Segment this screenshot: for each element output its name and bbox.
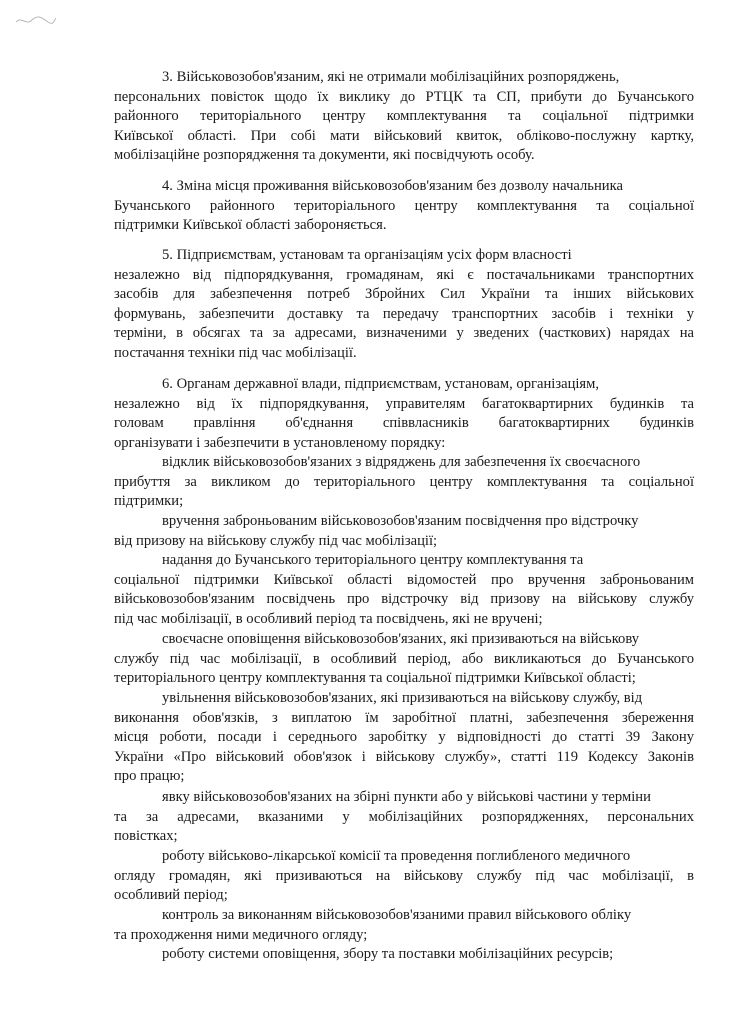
list-item-line: контроль за виконанням військовозобов'язаними правил військового обліку bbox=[162, 907, 632, 923]
list-item-9 bbox=[114, 945, 694, 965]
paragraph-5-line-2: незалежно від підпорядкування, громадянам, які є постачальниками транспортних bbox=[114, 266, 694, 283]
list-item-8 bbox=[114, 906, 694, 945]
paragraph-5-line-1: 5. Підприємствам, установам та організаціям усіх форм власності bbox=[162, 247, 572, 263]
list-item-4 bbox=[114, 630, 694, 689]
paragraph-5 bbox=[114, 246, 694, 364]
paragraph-3-line-2: персональних повісток щодо їх виклику до РТЦК та СП, прибути до Бучанського bbox=[114, 88, 694, 105]
list-item-line: роботу системи оповіщення, збору та поставки мобілізаційних ресурсів; bbox=[162, 946, 614, 962]
list-item-line: вручення заброньованим військовозобов'язаним посвідчення про відстрочку bbox=[162, 513, 639, 529]
list-item-1 bbox=[114, 453, 694, 512]
list-item-line: прибуття за викликом до територіального центру комплектування та соціальної bbox=[114, 473, 694, 490]
list-item-line: та за адресами, вказаними у мобілізаційних розпорядженнях, персональних bbox=[114, 808, 694, 825]
paragraph-5-line-3: засобів для забезпечення потреб Збройних Сил України та інших військових bbox=[114, 286, 694, 303]
paragraph-6 bbox=[114, 375, 694, 453]
list-item-line: повістках; bbox=[114, 828, 178, 845]
paragraph-4-line-3: підтримки Київської області забороняється. bbox=[114, 217, 387, 234]
list-item-line: відклик військовозобов'язаних з відряджень для забезпечення їх своєчасного bbox=[162, 454, 641, 470]
list-item-line: виконання обов'язків, з виплатою їм заробітної платні, забезпечення збереження bbox=[114, 709, 694, 726]
paragraph-6-line-1: 6. Органам державної влади, підприємствам, установам, організаціям, bbox=[162, 376, 600, 392]
paragraph-6-line-3: головам правління об'єднання співвласників багатоквартирних будинків bbox=[114, 415, 694, 432]
paragraph-6-line-2: незалежно від їх підпорядкування, управителям багатоквартирних будинків та bbox=[114, 395, 694, 412]
list-item-line: про працю; bbox=[114, 768, 185, 785]
list-item-line: огляду громадян, які призиваються на військову службу під час мобілізації, в bbox=[114, 867, 694, 884]
list-item-line: надання до Бучанського територіального центру комплектування та bbox=[162, 552, 584, 568]
paragraph-4-line-2: Бучанського районного територіального центру комплектування та соціальної bbox=[114, 197, 694, 214]
list-item-line: соціальної підтримки Київської області відомостей про вручення заброньованим bbox=[114, 571, 694, 588]
list-item-line: своєчасне оповіщення військовозобов'язаних, які призиваються на військову bbox=[162, 631, 640, 647]
list-item-3 bbox=[114, 551, 694, 629]
list-item-6 bbox=[114, 788, 694, 847]
list-item-line: службу під час мобілізації, в особливий період, або викликаються до Бучанського bbox=[114, 650, 694, 667]
paragraph-4-line-1: 4. Зміна місця проживання військовозобов'язаним без дозволу начальника bbox=[162, 178, 623, 194]
list-item-line: України «Про військовий обов'язок і військову службу», статті 119 Кодексу Законів bbox=[114, 748, 694, 765]
paragraph-5-line-5: терміни, в обсягах та за адресами, визначеними у зведених (часткових) нарядах на bbox=[114, 325, 694, 342]
paragraph-3-line-3: районного територіального центру комплектування та соціальної підтримки bbox=[114, 108, 694, 125]
list-item-7 bbox=[114, 847, 694, 906]
list-item-line: роботу військово-лікарської комісії та проведення поглибленого медичного bbox=[162, 848, 631, 864]
list-item-5 bbox=[114, 689, 694, 787]
list-item-line: увільнення військовозобов'язаних, які призиваються на військову службу, від bbox=[162, 690, 643, 706]
list-item-2 bbox=[114, 512, 694, 551]
paragraph-5-line-6: постачання техніки під час мобілізації. bbox=[114, 344, 357, 361]
list-item-line: територіального центру комплектування та соціальної підтримки Київської області; bbox=[114, 670, 636, 687]
paragraph-3-line-1: 3. Військовозобов'язаним, які не отримали мобілізаційних розпоряджень, bbox=[162, 69, 620, 85]
list-item-line: від призову на військову службу під час мобілізації; bbox=[114, 532, 438, 549]
paragraph-3-line-5: мобілізаційне розпорядження та документи, які посвідчують особу. bbox=[114, 147, 535, 164]
list-item-line: явку військовозобов'язаних на збірні пункти або у військові частини у терміни bbox=[162, 789, 651, 805]
list-item-line: підтримки; bbox=[114, 493, 184, 510]
list-item-line: та проходження ними медичного огляду; bbox=[114, 926, 368, 943]
paragraph-4 bbox=[114, 177, 694, 236]
list-item-line: під час мобілізації, в особливий період та посвідчень, які не вручені; bbox=[114, 610, 543, 627]
paragraph-5-line-4: формувань, забезпечити доставку та передачу транспортних засобів і техніки у bbox=[114, 305, 694, 322]
list-item-line: місця роботи, посади і середнього заробітку у відповідності до статті 39 Закону bbox=[114, 729, 694, 746]
paragraph-6-line-4: організувати і забезпечити в установленому порядку: bbox=[114, 434, 446, 451]
paragraph-3 bbox=[114, 68, 694, 166]
paragraph-3-line-4: Київської області. При собі мати військовий квиток, обліково-послужну картку, bbox=[114, 127, 694, 144]
list-item-line: особливий період; bbox=[114, 887, 228, 904]
list-item-line: військовозобов'язаним посвідчень про відстрочку від призову на військову службу bbox=[114, 591, 694, 608]
corner-scribble-mark bbox=[14, 12, 58, 28]
